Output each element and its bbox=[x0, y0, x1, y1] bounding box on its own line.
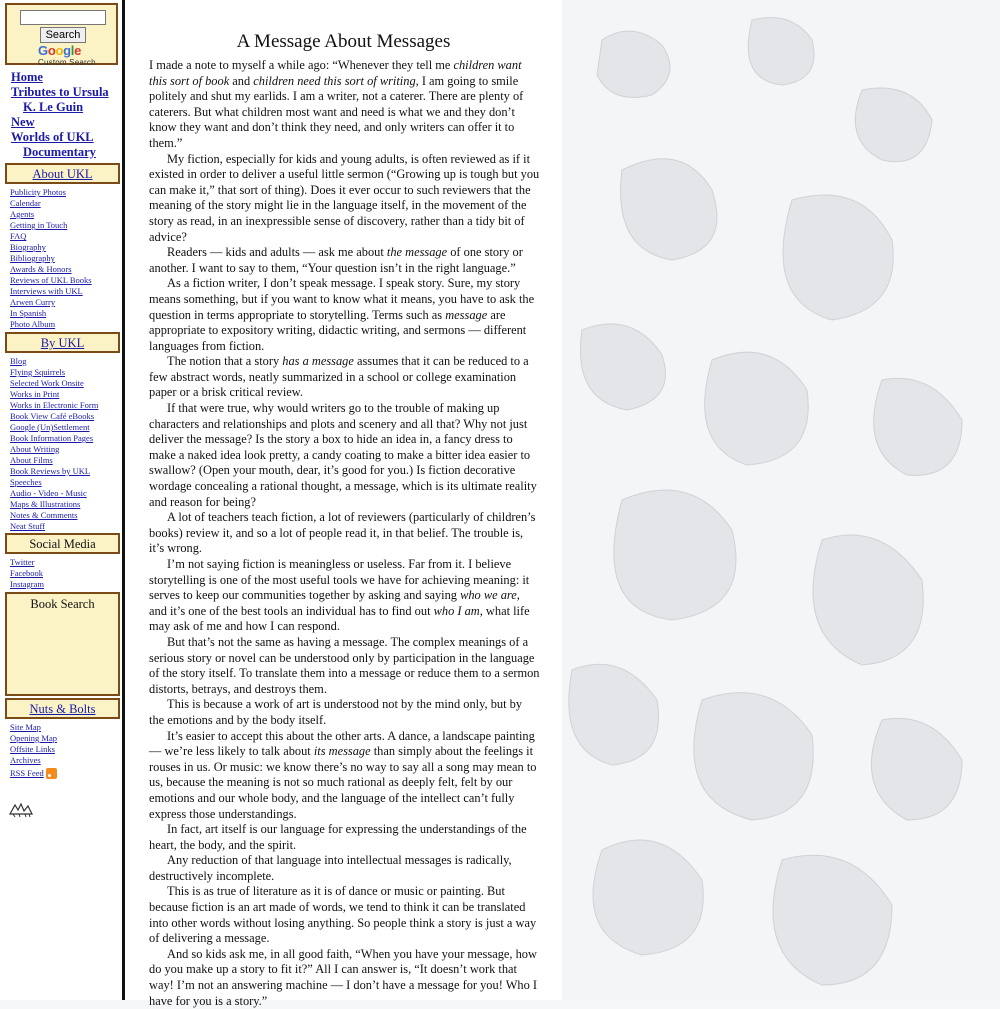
about-link[interactable]: In Spanish bbox=[10, 308, 47, 318]
by-link[interactable]: Google (Un)Settlement bbox=[10, 422, 90, 432]
article-title: A Message About Messages bbox=[236, 31, 451, 52]
article-paragraph: This is as true of literature as it is of dance or music or painting. But because fiction is an art made of words, we tend to think it can be translated into other words without losing anything. So people think a story is just a way of delivering a message. bbox=[149, 884, 537, 946]
by-link[interactable]: Works in Print bbox=[10, 389, 60, 399]
about-link[interactable]: Arwen Curry bbox=[10, 297, 56, 307]
about-link[interactable]: Agents bbox=[10, 209, 35, 219]
about-link[interactable]: Getting in Touch bbox=[10, 220, 68, 230]
article-paragraph: As a fiction writer, I don’t speak message. I speak story. Sure, my story means something, but if you want to know what it means, you have to ask the question in terms appropriate to storytelling. Terms such as message are appropriate to expository writing, didactic writing, and sermons — different languages from fiction. bbox=[149, 276, 535, 353]
about-links bbox=[10, 187, 120, 330]
about-link[interactable]: Awards & Honors bbox=[10, 264, 72, 274]
social-link[interactable]: Instagram bbox=[10, 579, 44, 589]
social-link[interactable]: Facebook bbox=[10, 568, 44, 578]
article-body bbox=[149, 58, 540, 1009]
rss-icon[interactable] bbox=[46, 768, 57, 779]
about-link[interactable]: Bibliography bbox=[10, 253, 55, 263]
by-link[interactable]: About Writing bbox=[10, 444, 60, 454]
by-link[interactable]: Selected Work Onsite bbox=[10, 378, 84, 388]
about-link[interactable]: Biography bbox=[10, 242, 46, 252]
book-search-box: Book Search bbox=[5, 592, 120, 696]
main-nav bbox=[11, 70, 121, 160]
by-link[interactable]: Audio - Video - Music bbox=[10, 488, 87, 498]
about-link[interactable]: Photo Album bbox=[10, 319, 56, 329]
by-link[interactable]: Speeches bbox=[10, 477, 42, 487]
social-link[interactable]: Twitter bbox=[10, 557, 35, 567]
nav-tributes[interactable]: Tributes to Ursula bbox=[11, 85, 109, 99]
by-link[interactable]: About Films bbox=[10, 455, 53, 465]
search-input[interactable] bbox=[20, 10, 106, 25]
search-button[interactable]: Search bbox=[40, 27, 86, 43]
nav-home[interactable]: Home bbox=[11, 70, 43, 84]
by-links bbox=[10, 356, 120, 532]
about-section-header[interactable]: About UKL bbox=[5, 163, 120, 184]
search-box bbox=[5, 3, 118, 65]
map-background bbox=[562, 0, 1000, 1000]
by-link[interactable]: Notes & Comments bbox=[10, 510, 78, 520]
article-paragraph: And so kids ask me, in all good faith, “When you have your message, how do you make up a story to fit it?” All I can answer is, “It doesn’t work that way! I’m not an answering machine — I don’t have a message for you! Who I have for you is a story.” bbox=[149, 946, 538, 1008]
about-link[interactable]: FAQ bbox=[10, 231, 27, 241]
map-illustration bbox=[562, 0, 1000, 1000]
social-links bbox=[10, 557, 120, 590]
dragon-logo-icon bbox=[9, 802, 33, 818]
about-link[interactable]: Interviews with UKL bbox=[10, 286, 83, 296]
by-link[interactable]: Maps & Illustrations bbox=[10, 499, 81, 509]
sidebar bbox=[0, 0, 122, 1000]
nuts-section-header[interactable]: Nuts & Bolts bbox=[5, 698, 120, 719]
article-paragraph: This is because a work of art is understood not by the mind only, but by the emotions and by the body itself. bbox=[149, 697, 523, 727]
rss-feed-link[interactable]: RSS Feed bbox=[10, 768, 44, 778]
by-link[interactable]: Flying Squirrels bbox=[10, 367, 66, 377]
by-link[interactable]: Book Reviews by UKL bbox=[10, 466, 91, 476]
article-paragraph: If that were true, why would writers go to the trouble of making up characters and relationships and plots and scenery and all that? Why not just deliver the message? Is the story a box to hide an idea in, a fancy dress to make a naked idea look pretty, a candy coating to make a bitter idea easier to swallow? (Open your mouth, dear, it’s good for you.) Is fiction decorative wordage concealing a rational thought, a message, which is its ultimate reality and reason for being? bbox=[149, 401, 537, 509]
by-link[interactable]: Book Information Pages bbox=[10, 433, 94, 443]
about-link[interactable]: Publicity Photos bbox=[10, 187, 66, 197]
custom-search-label: Custom Search bbox=[38, 58, 96, 67]
by-link[interactable]: Works in Electronic Form bbox=[10, 400, 99, 410]
nuts-link[interactable]: Archives bbox=[10, 755, 41, 765]
nuts-links bbox=[10, 722, 120, 766]
article-paragraph: But that’s not the same as having a message. The complex meanings of a serious story or novel can be understood only by participation in the language of the story itself. To translate them into a message or reduce them to a sermon distorts, betrays, and destroys them. bbox=[149, 634, 540, 696]
article-paragraph: It’s easier to accept this about the other arts. A dance, a landscape painting — we’re less likely to talk about its message than simply about the feelings it rouses in us. Or music: we know there’s no way to say all a song may mean to us, because the meaning is not so much rational as deeply felt, felt by our emotions and our whole body, and the language of the intellect can’t fully express those understandings. bbox=[149, 728, 537, 821]
article-paragraph: Readers — kids and adults — ask me about the message of one story or another. I want to say to them, “Your question isn’t in the right language.” bbox=[149, 245, 523, 275]
by-section-header[interactable]: By UKL bbox=[5, 332, 120, 353]
article-paragraph: I made a note to myself a while ago: “Whenever they tell me children want this sort of book and children need this sort of writing, I am going to smile politely and shut my earlids. I am a writer, not a caterer. There are plenty of caterers. But what children most want and need is what we and they don’t know they want and don’t think they need, and only writers can offer it to them.” bbox=[149, 58, 524, 150]
about-link[interactable]: Reviews of UKL Books bbox=[10, 275, 92, 285]
about-link[interactable]: Calendar bbox=[10, 198, 41, 208]
by-link[interactable]: Book View Café eBooks bbox=[10, 411, 95, 421]
nav-worlds[interactable]: Worlds of UKL bbox=[11, 130, 94, 144]
nav-tributes-cont[interactable]: K. Le Guin bbox=[23, 100, 84, 114]
article-paragraph: I’m not saying fiction is meaningless or useless. Far from it. I believe storytelling is one of the most useful tools we have for achieving meaning: it serves to keep our communities together by asking and saying who we are, and it’s one of the best tools an individual has to find out who I am, what life may ask of me and how I can respond. bbox=[149, 557, 530, 634]
nuts-link[interactable]: Opening Map bbox=[10, 733, 57, 743]
social-section-header: Social Media bbox=[5, 533, 120, 554]
main-content bbox=[125, 0, 562, 1008]
by-link[interactable]: Blog bbox=[10, 356, 27, 366]
article-paragraph: The notion that a story has a message assumes that it can be reduced to a few abstract words, neatly summarized in a school or college examination paper or a brisk critical review. bbox=[149, 354, 529, 400]
nuts-link[interactable]: Offsite Links bbox=[10, 744, 55, 754]
article-paragraph: Any reduction of that language into intellectual messages is radically, destructively incomplete. bbox=[149, 853, 512, 883]
article-paragraph: In fact, art itself is our language for expressing the understandings of the heart, the body, and the spirit. bbox=[149, 822, 527, 852]
google-custom-search-logo: Google Custom Search bbox=[38, 43, 96, 67]
article-paragraph: My fiction, especially for kids and young adults, is often reviewed as if it existed in order to deliver a useful little sermon (“Growing up is tough but you can make it,” that sort of thing). Does it ever occur to such reviewers that the meaning of the story might lie in the language itself, in the movement of the story as read, in an inexpressible sense of discovery, rather than a tidy bit of advice? bbox=[149, 151, 540, 244]
nuts-link[interactable]: Site Map bbox=[10, 722, 41, 732]
article-paragraph: A lot of teachers teach fiction, a lot of reviewers (particularly of children’s books) review it, and so a lot of people read it, in that belief. The trouble is, it’s wrong. bbox=[149, 510, 536, 556]
nav-new[interactable]: New bbox=[11, 115, 35, 129]
nav-worlds-cont[interactable]: Documentary bbox=[23, 145, 96, 159]
by-link[interactable]: Neat Stuff bbox=[10, 521, 46, 531]
